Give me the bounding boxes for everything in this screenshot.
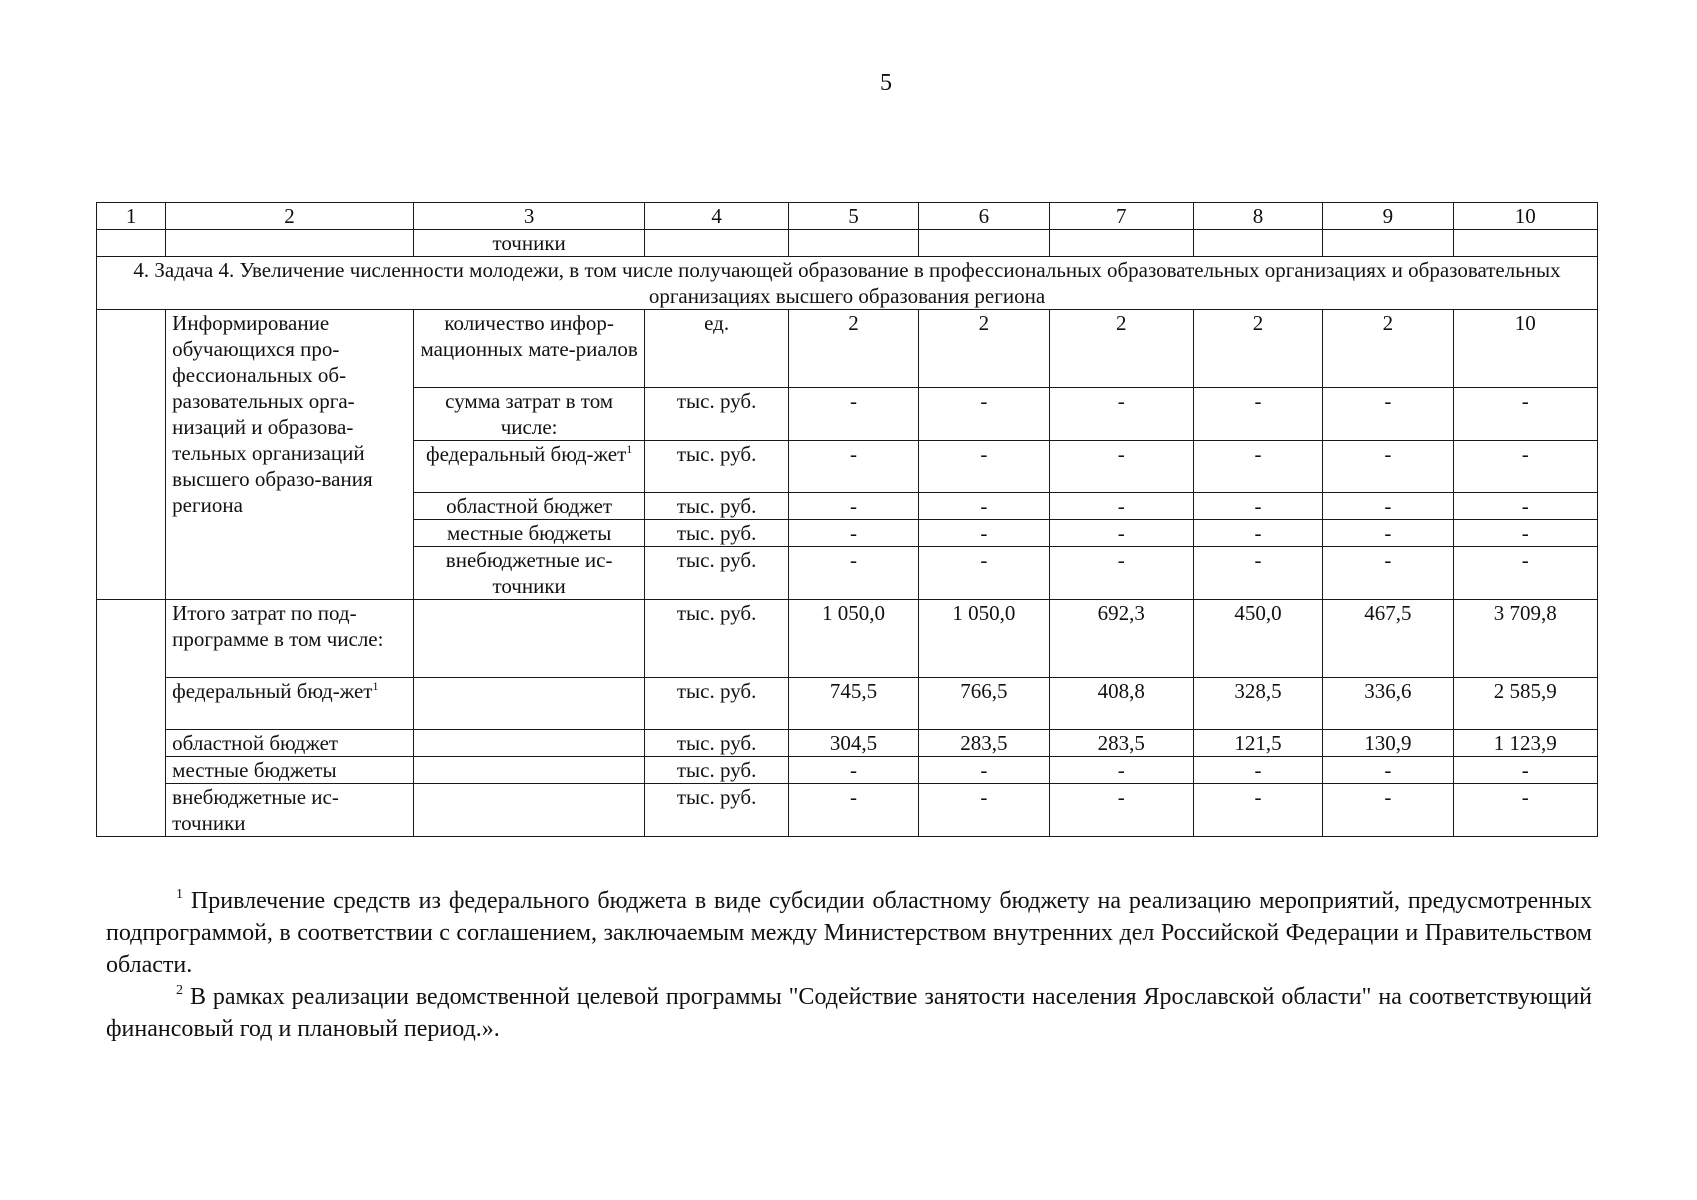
value-cell: - xyxy=(788,493,918,520)
value-cell: - xyxy=(919,388,1049,441)
column-number: 10 xyxy=(1453,203,1597,230)
value-cell: 2 xyxy=(1049,310,1193,388)
unit-cell: тыс. руб. xyxy=(645,547,788,600)
value-cell: - xyxy=(1453,441,1597,493)
unit-cell: тыс. руб. xyxy=(645,520,788,547)
indicator-name: количество инфор-мационных мате-риалов xyxy=(413,310,645,388)
total-row xyxy=(97,600,1598,678)
total-label: внебюджетные ис-точники xyxy=(166,784,414,837)
indicator-name: областной бюджет xyxy=(413,493,645,520)
column-number: 4 xyxy=(645,203,788,230)
footnote-2 xyxy=(106,981,1592,1045)
unit-cell: тыс. руб. xyxy=(645,493,788,520)
value-cell: - xyxy=(919,547,1049,600)
page-number: 5 xyxy=(880,70,892,96)
program-table xyxy=(96,202,1598,837)
measure-name: Информирование обучающихся про-фессиональных об-разовательных орга-низаций и образова-тельных организаций высшего образо-вания региона xyxy=(166,310,414,600)
value-cell: - xyxy=(919,493,1049,520)
task-title: 4. Задача 4. Увеличение численности молодежи, в том числе получающей образование в профессиональных образовательных организациях и образовательных организациях высшего образования региона xyxy=(97,257,1598,310)
value-cell: - xyxy=(919,520,1049,547)
value-cell: - xyxy=(1049,388,1193,441)
value-cell: 692,3 xyxy=(1049,600,1193,678)
footnote-1 xyxy=(106,885,1592,981)
value-cell: 121,5 xyxy=(1193,730,1322,757)
column-number: 8 xyxy=(1193,203,1322,230)
value-cell: - xyxy=(1453,493,1597,520)
continuation-text: точники xyxy=(413,230,645,257)
value-cell: 408,8 xyxy=(1049,678,1193,730)
value-cell: - xyxy=(1049,493,1193,520)
value-cell: - xyxy=(788,757,918,784)
value-cell: - xyxy=(1323,493,1453,520)
value-cell: 2 xyxy=(1323,310,1453,388)
value-cell: - xyxy=(1049,784,1193,837)
value-cell: - xyxy=(1323,547,1453,600)
value-cell: 1 123,9 xyxy=(1453,730,1597,757)
value-cell: - xyxy=(788,784,918,837)
value-cell: - xyxy=(788,388,918,441)
column-number: 3 xyxy=(413,203,645,230)
footnotes xyxy=(106,885,1592,1045)
value-cell: 304,5 xyxy=(788,730,918,757)
value-cell: - xyxy=(919,784,1049,837)
value-cell: - xyxy=(919,441,1049,493)
total-row xyxy=(97,730,1598,757)
value-cell: - xyxy=(1323,388,1453,441)
value-cell: 283,5 xyxy=(919,730,1049,757)
value-cell: 450,0 xyxy=(1193,600,1322,678)
column-number: 6 xyxy=(919,203,1049,230)
indicator-name: внебюджетные ис-точники xyxy=(413,547,645,600)
footnote-mark: 2 xyxy=(176,983,183,998)
value-cell: 2 xyxy=(788,310,918,388)
indicator-name: местные бюджеты xyxy=(413,520,645,547)
value-cell: - xyxy=(1323,441,1453,493)
value-cell: 745,5 xyxy=(788,678,918,730)
value-cell: 10 xyxy=(1453,310,1597,388)
value-cell: - xyxy=(1453,784,1597,837)
value-cell: - xyxy=(788,520,918,547)
value-cell: 2 585,9 xyxy=(1453,678,1597,730)
value-cell: 328,5 xyxy=(1193,678,1322,730)
value-cell: 1 050,0 xyxy=(788,600,918,678)
column-number-row xyxy=(97,203,1598,230)
value-cell: 1 050,0 xyxy=(919,600,1049,678)
total-label: областной бюджет xyxy=(166,730,414,757)
value-cell: - xyxy=(1193,547,1322,600)
value-cell: - xyxy=(1453,547,1597,600)
indicator-text: федеральный бюд-жет xyxy=(425,442,627,466)
column-number: 9 xyxy=(1323,203,1453,230)
value-cell: 283,5 xyxy=(1049,730,1193,757)
value-cell: - xyxy=(788,441,918,493)
indicator-name: сумма затрат в том числе: xyxy=(413,388,645,441)
value-cell: - xyxy=(1453,388,1597,441)
measure-row xyxy=(97,310,1598,388)
value-cell: - xyxy=(1193,493,1322,520)
footnote-text: В рамках реализации ведомственной целевой программы "Содействие занятости населения Ярославской области" на соответствующий финансовый год и плановый период.». xyxy=(106,984,1593,1042)
column-number: 7 xyxy=(1049,203,1193,230)
value-cell: - xyxy=(1453,520,1597,547)
unit-cell: тыс. руб. xyxy=(645,678,788,730)
column-number: 1 xyxy=(97,203,166,230)
value-cell: - xyxy=(919,757,1049,784)
task-row xyxy=(97,257,1598,310)
value-cell: - xyxy=(1193,441,1322,493)
value-cell: - xyxy=(1193,784,1322,837)
unit-cell: тыс. руб. xyxy=(645,441,788,493)
footnote-mark: 1 xyxy=(372,679,379,693)
value-cell: - xyxy=(1049,547,1193,600)
value-cell: 2 xyxy=(1193,310,1322,388)
value-cell: - xyxy=(1193,388,1322,441)
value-cell: - xyxy=(1323,757,1453,784)
value-cell: - xyxy=(788,547,918,600)
total-label: местные бюджеты xyxy=(166,757,414,784)
value-cell: 467,5 xyxy=(1323,600,1453,678)
value-cell: - xyxy=(1193,520,1322,547)
unit-cell: тыс. руб. xyxy=(645,784,788,837)
value-cell: - xyxy=(1049,520,1193,547)
indicator-name xyxy=(413,441,645,493)
total-label xyxy=(166,678,414,730)
footnote-mark: 1 xyxy=(176,887,183,902)
column-number: 5 xyxy=(788,203,918,230)
value-cell: 130,9 xyxy=(1323,730,1453,757)
total-row xyxy=(97,678,1598,730)
footnote-mark: 1 xyxy=(626,442,633,456)
value-cell: 766,5 xyxy=(919,678,1049,730)
unit-cell: тыс. руб. xyxy=(645,388,788,441)
unit-cell: тыс. руб. xyxy=(645,600,788,678)
total-label-text: федеральный бюд-жет xyxy=(172,679,373,703)
column-number: 2 xyxy=(166,203,414,230)
unit-cell: тыс. руб. xyxy=(645,757,788,784)
value-cell: 2 xyxy=(919,310,1049,388)
total-label: Итого затрат по под-программе в том числе: xyxy=(166,600,414,678)
continuation-row xyxy=(97,230,1598,257)
value-cell: - xyxy=(1453,757,1597,784)
footnote-text: Привлечение средств из федерального бюджета в виде субсидии областному бюджету на реализацию мероприятий, предусмотренных подпрограммой, в соответствии с соглашением, заключаемым между Министерством внутренних дел Российской Федерации и Правительством области. xyxy=(106,888,1593,978)
value-cell: - xyxy=(1193,757,1322,784)
value-cell: - xyxy=(1323,520,1453,547)
value-cell: - xyxy=(1049,757,1193,784)
value-cell: 3 709,8 xyxy=(1453,600,1597,678)
value-cell: - xyxy=(1323,784,1453,837)
value-cell: - xyxy=(1049,441,1193,493)
total-row xyxy=(97,757,1598,784)
value-cell: 336,6 xyxy=(1323,678,1453,730)
unit-cell: тыс. руб. xyxy=(645,730,788,757)
total-row xyxy=(97,784,1598,837)
unit-cell: ед. xyxy=(645,310,788,388)
